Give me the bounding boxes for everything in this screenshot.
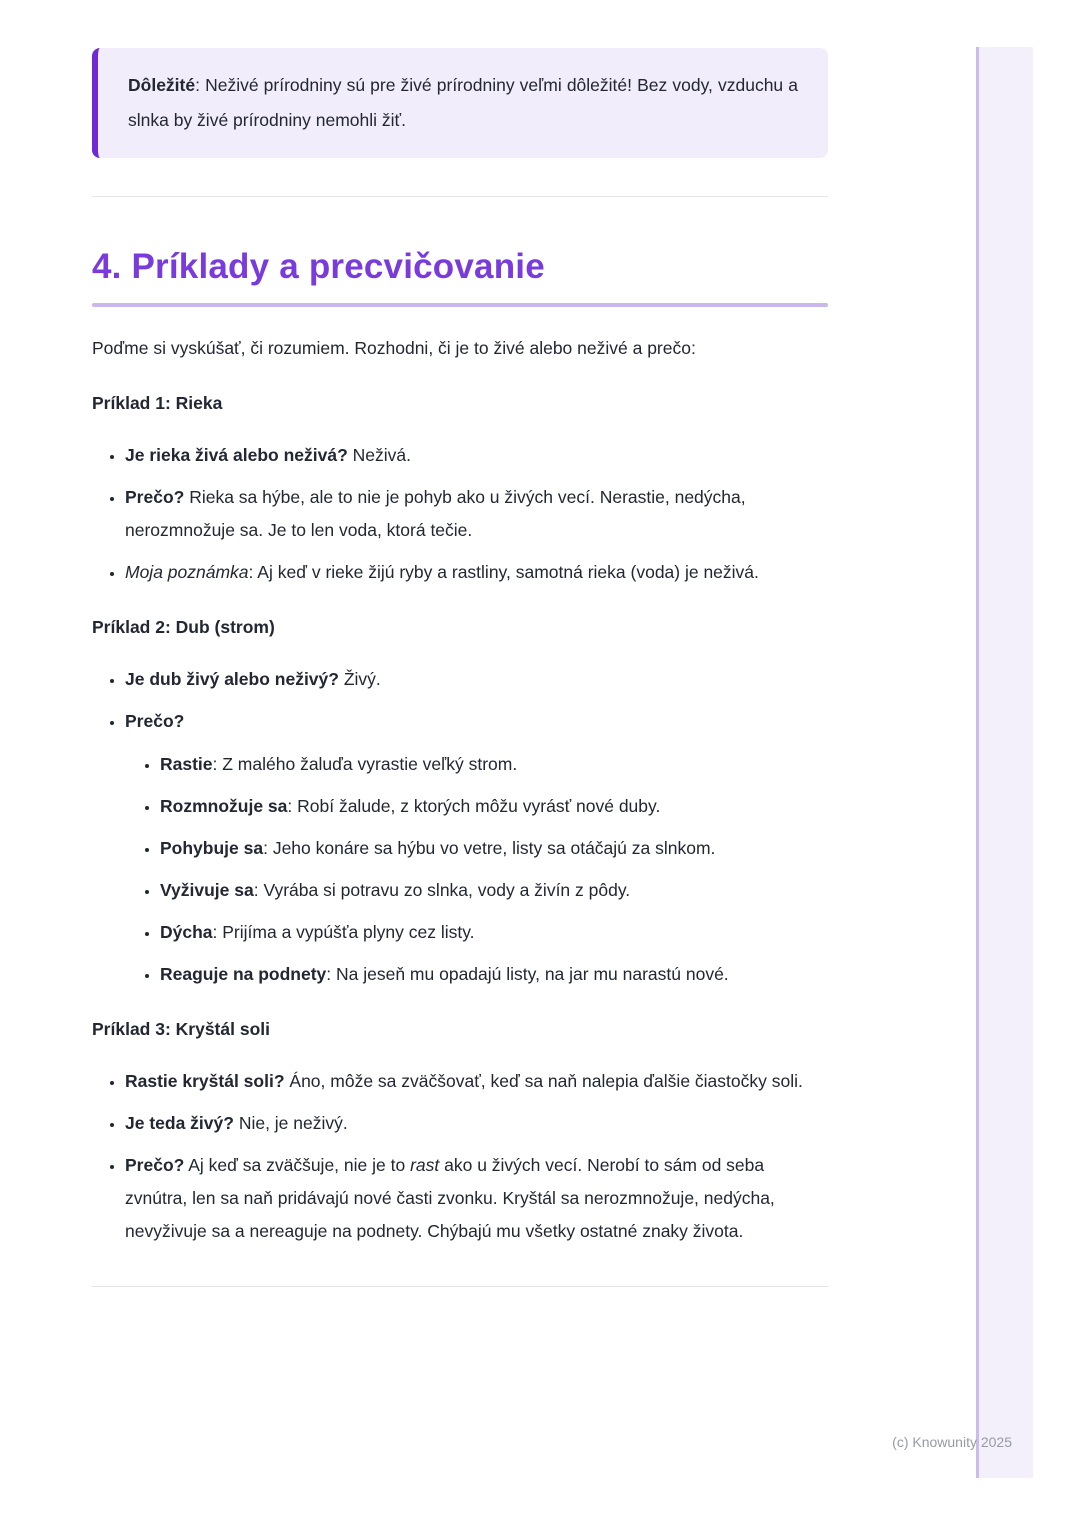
- sub-list-item: [160, 790, 828, 823]
- bullet-text: Rieka sa hýbe, ale to nie je pohyb ako u živých vecí. Nerastie, nedýcha, nerozmnožuje sa. Je to len voda, ktorá tečie.: [125, 486, 746, 540]
- bullet-lead: Rozmnožuje sa: [160, 795, 288, 816]
- section-divider-top: [92, 196, 828, 197]
- bullet-text-italic: rast: [410, 1154, 440, 1175]
- section-title: 4. Príklady a precvičovanie: [92, 247, 545, 286]
- bullet-text: : Prijíma a vypúšťa plyny cez listy.: [212, 921, 475, 942]
- sub-list-item: [160, 958, 828, 991]
- bullet-text: : Vyrába si potravu zo slnka, vody a živín z pôdy.: [253, 879, 631, 900]
- important-callout: [92, 48, 828, 158]
- list-item: [125, 439, 828, 472]
- example-3-heading: Príklad 3: Kryštál soli: [92, 1018, 270, 1039]
- list-item: [125, 1107, 828, 1140]
- list-item: [125, 1149, 828, 1248]
- list-item: [125, 705, 828, 991]
- callout-body: : Neživé prírodniny sú pre živé prírodniny veľmi dôležité! Bez vody, vzduchu a slnka by živé prírodniny nemohli žiť.: [128, 75, 798, 130]
- list-item: [125, 481, 828, 547]
- section-title-underline: [92, 303, 828, 307]
- example-1-heading: Príklad 1: Rieka: [92, 392, 223, 413]
- bullet-lead: Prečo?: [125, 486, 185, 507]
- bullet-text: : Aj keď v rieke žijú ryby a rastliny, samotná rieka (voda) je neživá.: [248, 561, 759, 582]
- bullet-text: Nie, je neživý.: [233, 1112, 348, 1133]
- bullet-lead: Rastie: [160, 753, 213, 774]
- bullet-text: ako u živých vecí. Nerobí to sám od seba zvnútra, len sa naň pridávajú nové časti zvonku. Kryštál sa nerozmnožuje, nedýcha, nevyživuje sa a nereaguje na podnety. Chýbajú mu všetky ostatné znaky života.: [125, 1154, 775, 1241]
- next-page-edge-strip: [976, 47, 1033, 1478]
- bullet-lead: Je dub živý alebo neživý?: [125, 668, 339, 689]
- section-intro: Poďme si vyskúšať, či rozumiem. Rozhodni, či je to živé alebo neživé a prečo:: [92, 337, 696, 358]
- bullet-text: : Robí žalude, z ktorých môžu vyrásť nové duby.: [287, 795, 661, 816]
- bullet-lead: Dýcha: [160, 921, 213, 942]
- bullet-lead: Reaguje na podnety: [160, 963, 327, 984]
- bullet-text: : Z malého žaluďa vyrastie veľký strom.: [212, 753, 518, 774]
- example-2-heading: Príklad 2: Dub (strom): [92, 616, 275, 637]
- bullet-text: Aj keď sa zväčšuje, nie je to: [184, 1154, 411, 1175]
- list-item: [125, 1065, 828, 1098]
- callout-label: Dôležité: [128, 75, 196, 95]
- bullet-lead: Vyživuje sa: [160, 879, 254, 900]
- sub-list-item: [160, 832, 828, 865]
- sub-list-item: [160, 916, 828, 949]
- bullet-lead: Rastie kryštál soli?: [125, 1070, 285, 1091]
- example-1-list: [92, 439, 828, 589]
- bullet-lead: Je teda živý?: [125, 1112, 234, 1133]
- bullet-lead: Prečo?: [125, 1154, 185, 1175]
- bullet-lead: Prečo?: [125, 710, 185, 731]
- callout-text: [128, 68, 798, 138]
- bullet-text: Neživá.: [347, 444, 411, 465]
- bullet-text: Živý.: [338, 668, 381, 689]
- bullet-lead: Je rieka živá alebo neživá?: [125, 444, 348, 465]
- bullet-text: : Na jeseň mu opadajú listy, na jar mu narastú nové.: [326, 963, 729, 984]
- example-2-sublist: [125, 748, 828, 991]
- example-2-list: [92, 663, 828, 991]
- section-divider-bottom: [92, 1286, 828, 1287]
- sub-list-item: [160, 874, 828, 907]
- bullet-lead: Pohybuje sa: [160, 837, 264, 858]
- example-3-list: [92, 1065, 828, 1248]
- bullet-text: : Jeho konáre sa hýbu vo vetre, listy sa otáčajú za slnkom.: [263, 837, 716, 858]
- bullet-lead-italic: Moja poznámka: [125, 561, 249, 582]
- list-item: [125, 556, 828, 589]
- copyright-footer: (c) Knowunity 2025: [892, 1434, 1012, 1450]
- list-item: [125, 663, 828, 696]
- sub-list-item: [160, 748, 828, 781]
- document-content: [92, 0, 828, 1287]
- bullet-text: Áno, môže sa zväčšovať, keď sa naň nalepia ďalšie čiastočky soli.: [284, 1070, 803, 1091]
